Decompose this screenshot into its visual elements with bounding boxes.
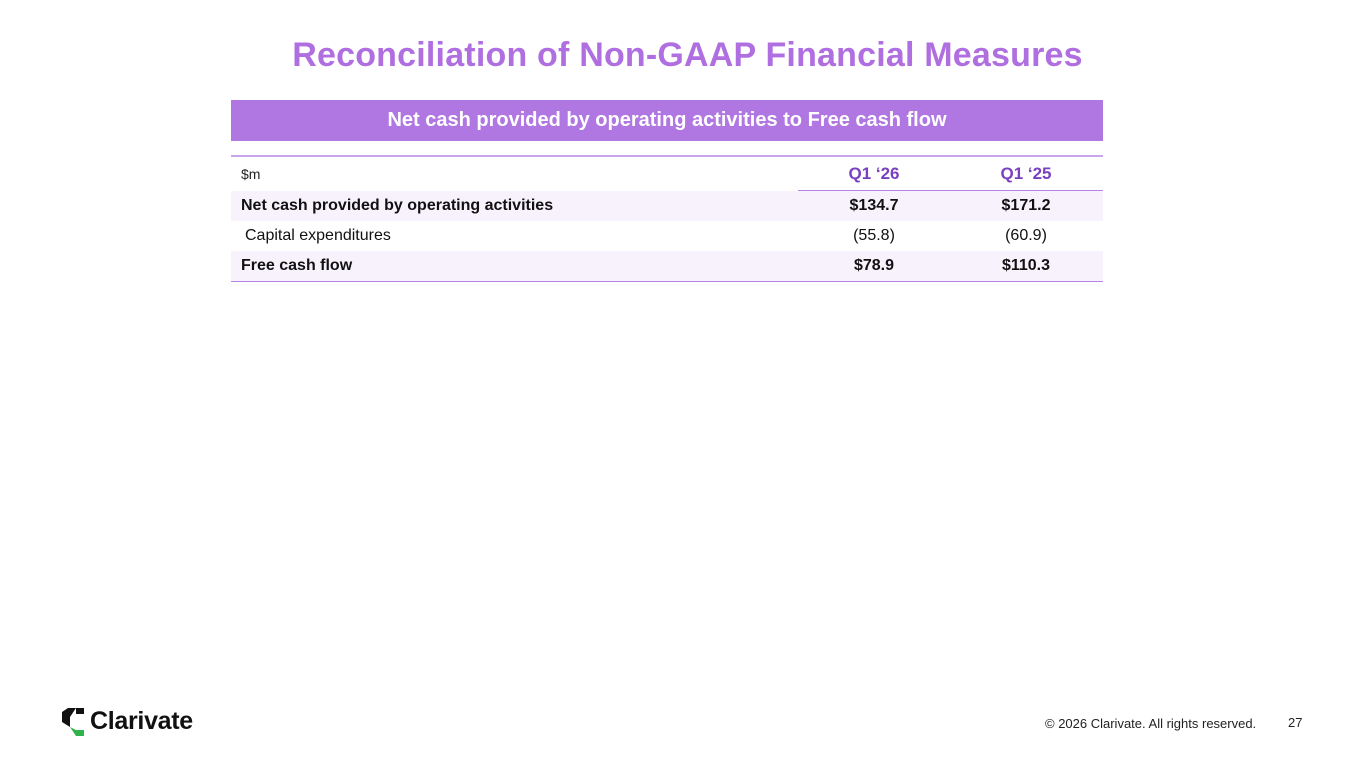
row-value: (55.8) — [853, 227, 895, 244]
row-label: Free cash flow — [241, 257, 353, 274]
slide-title: Reconciliation of Non-GAAP Financial Measures — [292, 36, 1083, 74]
clarivate-mark-icon — [62, 708, 86, 736]
section-header-bar — [231, 100, 1103, 141]
section-title: Net cash provided by operating activities to Free cash flow — [387, 109, 947, 131]
reconciliation-table — [231, 155, 1103, 282]
row-value: $134.7 — [849, 197, 899, 214]
column-header-q1-26: Q1 ‘26 — [848, 164, 900, 183]
table-row — [231, 251, 1103, 281]
table-row — [231, 191, 1103, 221]
unit-label: $m — [241, 166, 261, 182]
page-number: 27 — [1288, 715, 1303, 730]
row-value: $78.9 — [853, 257, 895, 274]
brand-name: Clarivate — [90, 707, 193, 735]
row-label: Capital expenditures — [245, 227, 391, 244]
copyright-notice: © 2026 Clarivate. All rights reserved. — [1045, 716, 1257, 731]
row-value: $110.3 — [1001, 257, 1051, 274]
row-value: (60.9) — [1005, 227, 1047, 244]
clarivate-logo — [62, 707, 193, 736]
row-value: $171.2 — [1001, 197, 1051, 214]
table-header-row — [231, 157, 1103, 191]
column-header-q1-25: Q1 ‘25 — [1000, 164, 1052, 183]
row-label: Net cash provided by operating activities — [241, 197, 554, 214]
table-row — [231, 221, 1103, 251]
table-bottom-rule — [231, 281, 1103, 282]
